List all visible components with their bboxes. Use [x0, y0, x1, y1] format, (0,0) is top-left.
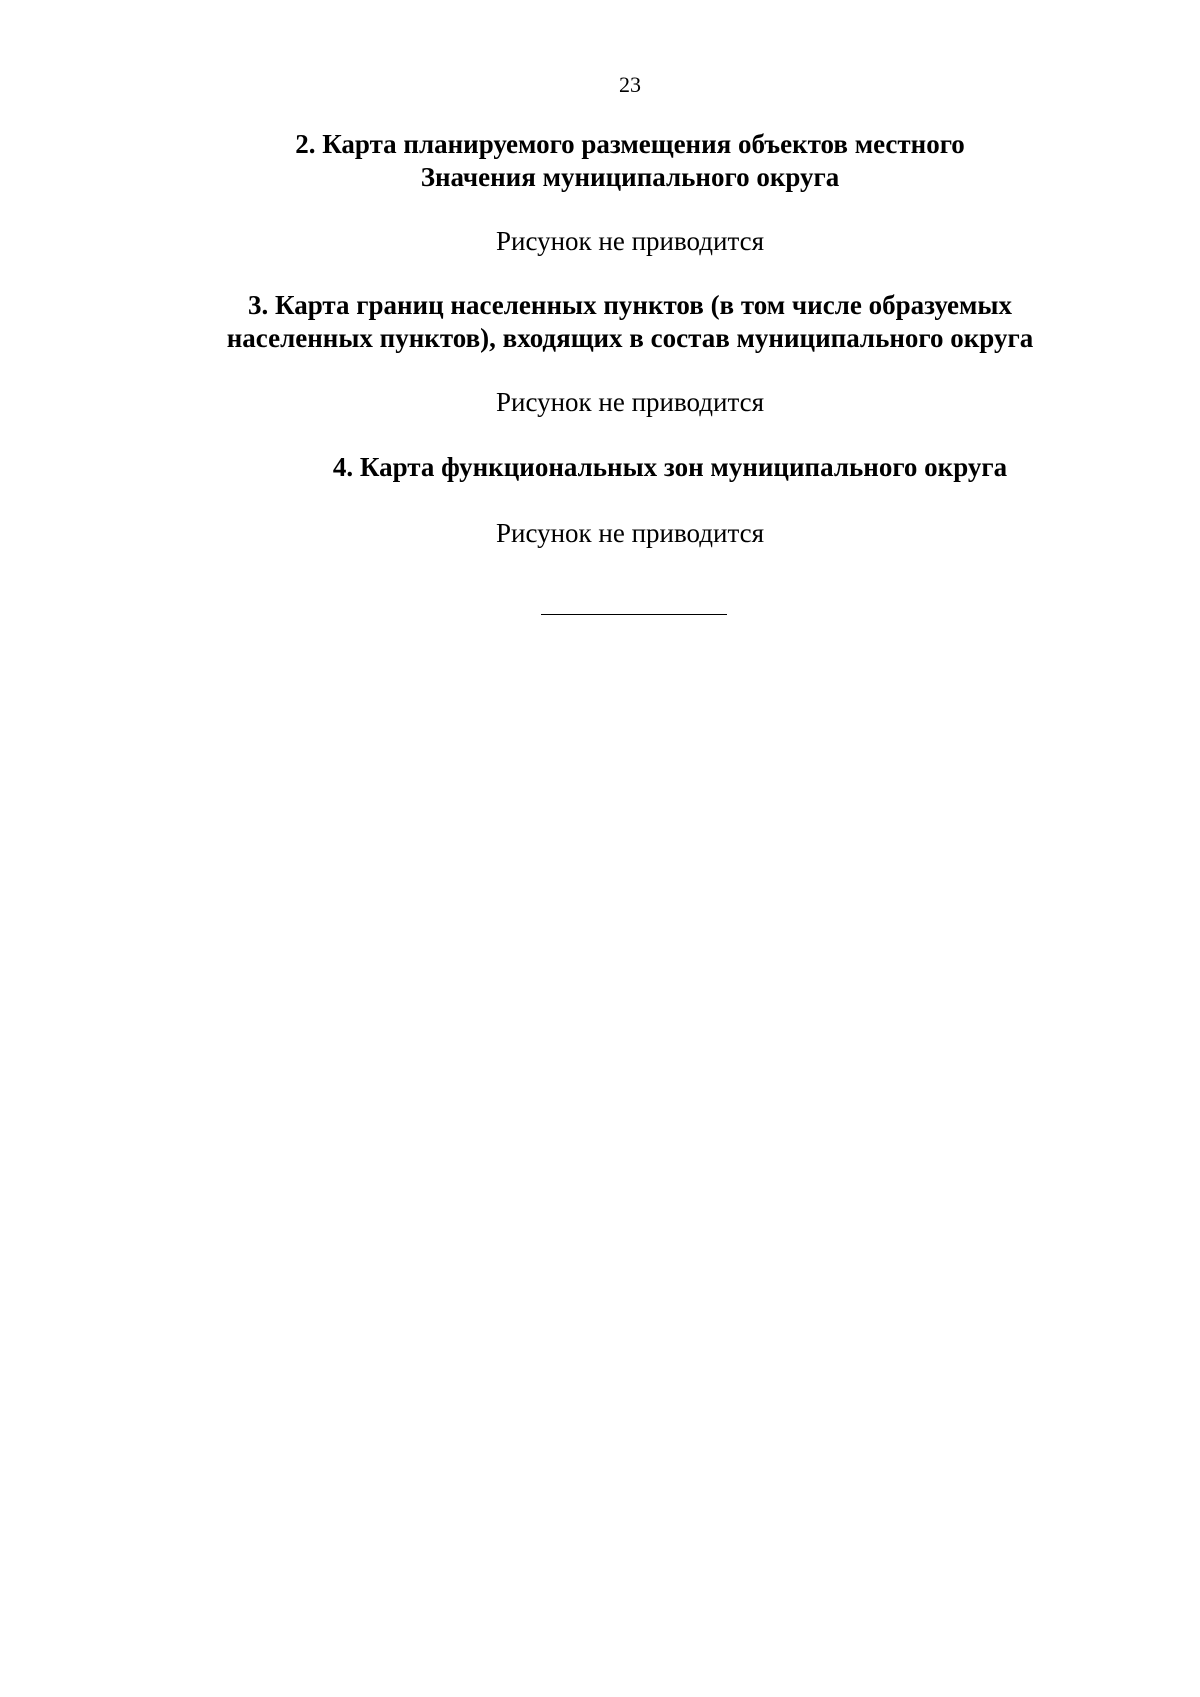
section-4-heading [90, 451, 1200, 484]
end-divider [541, 614, 727, 615]
section-4-caption: Рисунок не приводится [496, 518, 764, 548]
section-2-caption: Рисунок не приводится [496, 226, 764, 256]
section-4-heading-line-1: 4. Карта функциональных зон муниципального округа [332, 452, 1008, 482]
section-3-caption: Рисунок не приводится [496, 387, 764, 417]
section-3-heading-line-1: 3. Карта границ населенных пунктов (в том числе образуемых [247, 290, 1012, 320]
section-2-heading-line-2: Значения муниципального округа [420, 162, 840, 192]
section-2-heading-line-1: 2. Карта планируемого размещения объектов местного [295, 129, 965, 159]
section-2-heading [0, 128, 1200, 194]
section-3-heading [0, 289, 1200, 355]
page-number: 23 [619, 72, 641, 97]
section-3-heading-line-2: населенных пунктов), входящих в состав муниципального округа [226, 323, 1034, 353]
